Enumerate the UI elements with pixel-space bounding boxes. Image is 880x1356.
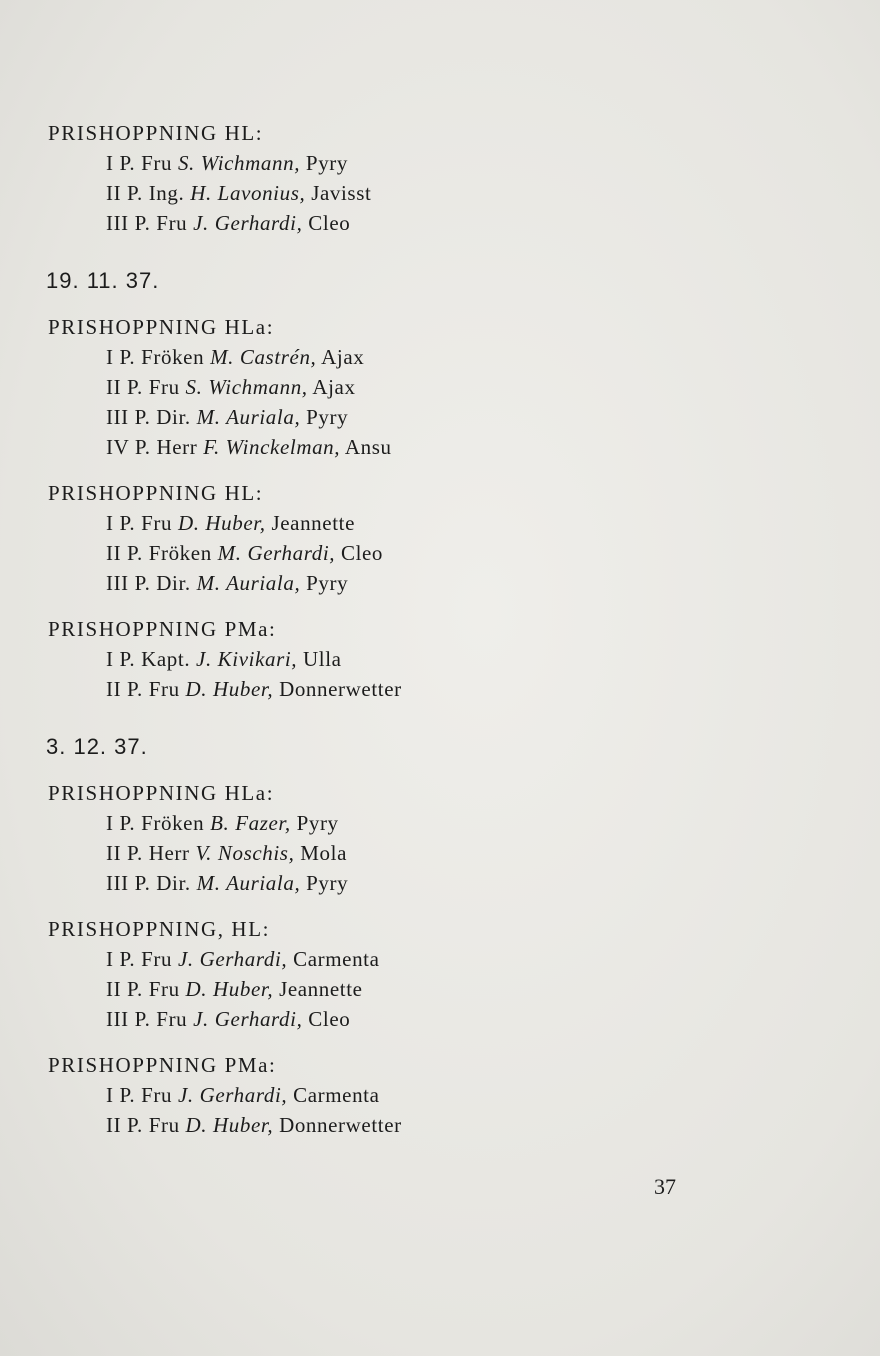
horse-name: Pyry [306,405,349,429]
rider-title: Fröken [141,345,205,369]
horse-name: Pyry [306,571,349,595]
date-gap [48,762,808,778]
result-row [48,208,808,238]
results-list [48,118,808,1140]
placing: III P. [106,871,151,895]
rider-title: Fru [156,211,188,235]
event-heading: PRISHOPPNING HL: [48,121,264,145]
rider-name: H. Lavonius, [190,181,306,205]
result-row [48,674,808,704]
horse-name: Pyry [305,151,348,175]
rider-title: Fru [148,677,180,701]
horse-name: Donnerwetter [279,1113,402,1137]
rider-title: Fru [141,511,173,535]
rider-title: Fru [156,1007,188,1031]
rider-title: Fru [148,977,180,1001]
placing: II P. [106,841,143,865]
event-heading: PRISHOPPNING HLa: [48,315,275,339]
result-row [48,974,808,1004]
page-number: 37 [654,1174,676,1199]
event-heading: PRISHOPPNING HL: [48,481,264,505]
rider-title: Fru [148,375,180,399]
horse-name: Javisst [311,181,372,205]
horse-name: Ulla [303,647,342,671]
horse-name: Cleo [308,211,351,235]
rider-title: Herr [156,435,198,459]
rider-title: Fröken [148,541,212,565]
rider-title: Fru [141,151,173,175]
placing: III P. [106,1007,151,1031]
result-row [48,944,808,974]
rider-name: D. Huber, [185,1113,274,1137]
placing: I P. [106,151,136,175]
placing: II P. [106,677,143,701]
result-row [48,808,808,838]
placing: III P. [106,211,151,235]
result-row [48,402,808,432]
result-row [48,372,808,402]
rider-name: F. Winckelman, [203,435,341,459]
horse-name: Carmenta [293,1083,380,1107]
event-heading: PRISHOPPNING, HL: [48,917,271,941]
rider-name: S. Wichmann, [185,375,308,399]
rider-name: D. Huber, [185,977,274,1001]
placing: II P. [106,541,143,565]
rider-title: Herr [148,841,190,865]
placing: IV P. [106,435,151,459]
placing: I P. [106,345,136,369]
horse-name: Pyry [306,871,349,895]
result-row [48,1080,808,1110]
placing: I P. [106,647,136,671]
horse-name: Pyry [296,811,339,835]
result-row [48,538,808,568]
horse-name: Jeannette [279,977,363,1001]
rider-title: Fru [141,947,173,971]
date-gap [48,296,808,312]
horse-name: Carmenta [293,947,380,971]
event-heading: PRISHOPPNING PMa: [48,1053,277,1077]
rider-title: Dir. [156,571,191,595]
result-row [48,644,808,674]
horse-name: Ansu [344,435,392,459]
rider-title: Dir. [156,405,191,429]
horse-name: Mola [300,841,348,865]
rider-name: S. Wichmann, [177,151,301,175]
placing: I P. [106,1083,136,1107]
rider-title: Fru [141,1083,173,1107]
rider-title: Ing. [148,181,185,205]
placing: I P. [106,947,136,971]
section-gap [48,238,808,266]
horse-name: Ajax [312,375,356,399]
result-row [48,868,808,898]
rider-name: M. Auriala, [196,405,301,429]
rider-name: J. Kivikari, [196,647,298,671]
placing: II P. [106,375,143,399]
rider-title: Fru [148,1113,180,1137]
rider-name: M. Auriala, [196,871,301,895]
rider-name: V. Noschis, [195,841,295,865]
result-row [48,1004,808,1034]
rider-name: M. Gerhardi, [217,541,336,565]
horse-name: Cleo [340,541,384,565]
rider-title: Kapt. [141,647,191,671]
result-row [48,432,808,462]
rider-name: J. Gerhardi, [193,211,303,235]
competition-date: 3. 12. 37. [46,734,148,759]
placing: I P. [106,511,136,535]
horse-name: Cleo [308,1007,351,1031]
section-gap [48,704,808,732]
placing: III P. [106,571,151,595]
block-gap [48,1034,808,1050]
placing: II P. [106,977,143,1001]
result-row [48,568,808,598]
result-row [48,178,808,208]
rider-name: J. Gerhardi, [193,1007,303,1031]
placing: I P. [106,811,136,835]
result-row [48,508,808,538]
rider-name: D. Huber, [185,677,274,701]
placing: II P. [106,181,143,205]
result-row [48,148,808,178]
block-gap [48,898,808,914]
event-heading: PRISHOPPNING PMa: [48,617,277,641]
rider-name: J. Gerhardi, [177,1083,288,1107]
block-gap [48,598,808,614]
rider-title: Dir. [156,871,191,895]
rider-title: Fröken [141,811,205,835]
rider-name: D. Huber, [177,511,266,535]
result-row [48,1110,808,1140]
horse-name: Jeannette [271,511,355,535]
competition-date: 19. 11. 37. [46,268,160,293]
placing: III P. [106,405,151,429]
placing: II P. [106,1113,143,1137]
rider-name: B. Fazer, [210,811,291,835]
result-row [48,838,808,868]
result-row [48,342,808,372]
horse-name: Ajax [321,345,365,369]
rider-name: M. Castrén, [210,345,317,369]
rider-name: J. Gerhardi, [177,947,288,971]
block-gap [48,462,808,478]
rider-name: M. Auriala, [196,571,301,595]
horse-name: Donnerwetter [279,677,402,701]
event-heading: PRISHOPPNING HLa: [48,781,275,805]
